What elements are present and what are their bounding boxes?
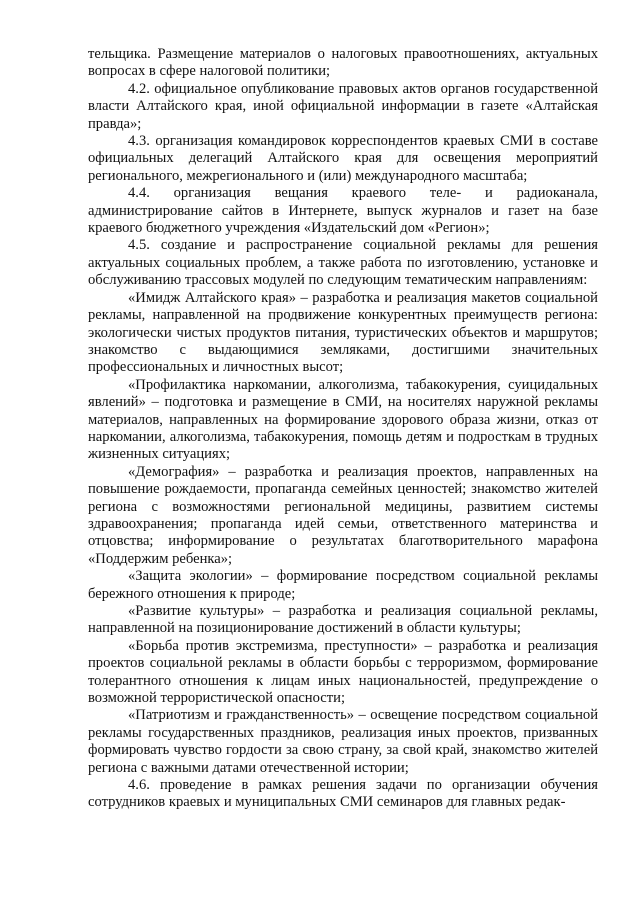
paragraph-topic-patriotism: «Патриотизм и гражданственность» – освещение посредством социальной рекламы государственных праздников, реализация иных проектов, призванных формировать чувство гордости за свою страну, за свой край, знакомство жителей региона с важными датами отечественной истории; xyxy=(88,707,598,776)
paragraph-item-4-6: 4.6. проведение в рамках решения задачи по организации обучения сотрудников краевых и муниципальных СМИ семинаров для главных редак- xyxy=(88,777,598,811)
paragraph-topic-prevention: «Профилактика наркомании, алкоголизма, табакокурения, суицидальных явлений» – подготовка и размещение в СМИ, на носителях наружной рекламы материалов, направленных на формирование здорового образа жизни, отказ от наркомании, алкоголизма, табакокурения, помощь детям и подросткам в трудных жизненных ситуациях; xyxy=(88,376,598,463)
paragraph-topic-extremism: «Борьба против экстремизма, преступности» – разработка и реализация проектов социальной рекламы в области борьбы с терроризмом, формирование толерантного отношения к лицам иных национальностей, предупреждение о возможной террористической опасности; xyxy=(88,637,598,707)
paragraph-topic-image: «Имидж Алтайского края» – разработка и реализация макетов социальной рекламы, направленной на продвижение конкурентных преимуществ региона: экологически чистых продуктов питания, туристических объектов и маршрутов; знакомство с выдающимися земляками, достигшими значительных профессиональных и личностных высот; xyxy=(88,289,598,376)
paragraph-item-4-5: 4.5. создание и распространение социальной рекламы для решения актуальных социальных проблем, а также работа по изготовлению, установке и обслуживанию трассовых модулей по следующим тематическим направлениям: xyxy=(88,237,598,289)
paragraph-topic-demography: «Демография» – разработка и реализация проектов, направленных на повышение рождаемости, пропаганда семейных ценностей; знакомство жителей региона с возможностями региональной медицины, развитием системы здравоохранения; пропаганда идей семьи, ответственного материнства и отцовства; информирование о результатах благотворительного марафона «Поддержим ребенка»; xyxy=(88,463,598,567)
paragraph-topic-ecology: «Защита экологии» – формирование посредством социальной рекламы бережного отношения к природе; xyxy=(88,568,598,602)
paragraph-item-4-4: 4.4. организация вещания краевого теле- и радиоканала, администрирование сайтов в Интернете, выпуск журналов и газет на базе краевого бюджетного учреждения «Издательский дом «Регион»; xyxy=(88,185,598,237)
paragraph-continuation: тельщика. Размещение материалов о налоговых правоотношениях, актуальных вопросах в сфере налоговой политики; xyxy=(88,46,598,80)
paragraph-topic-culture: «Развитие культуры» – разработка и реализация социальной рекламы, направленной на позиционирование достижений в области культуры; xyxy=(88,603,598,637)
document-page xyxy=(88,46,598,812)
paragraph-item-4-2: 4.2. официальное опубликование правовых актов органов государственной власти Алтайского края, иной официальной информации в газете «Алтайская правда»; xyxy=(88,80,598,132)
paragraph-item-4-3: 4.3. организация командировок корреспондентов краевых СМИ в составе официальных делегаций Алтайского края для освещения мероприятий регионального, межрегионального и (или) международного масштаба; xyxy=(88,133,598,184)
